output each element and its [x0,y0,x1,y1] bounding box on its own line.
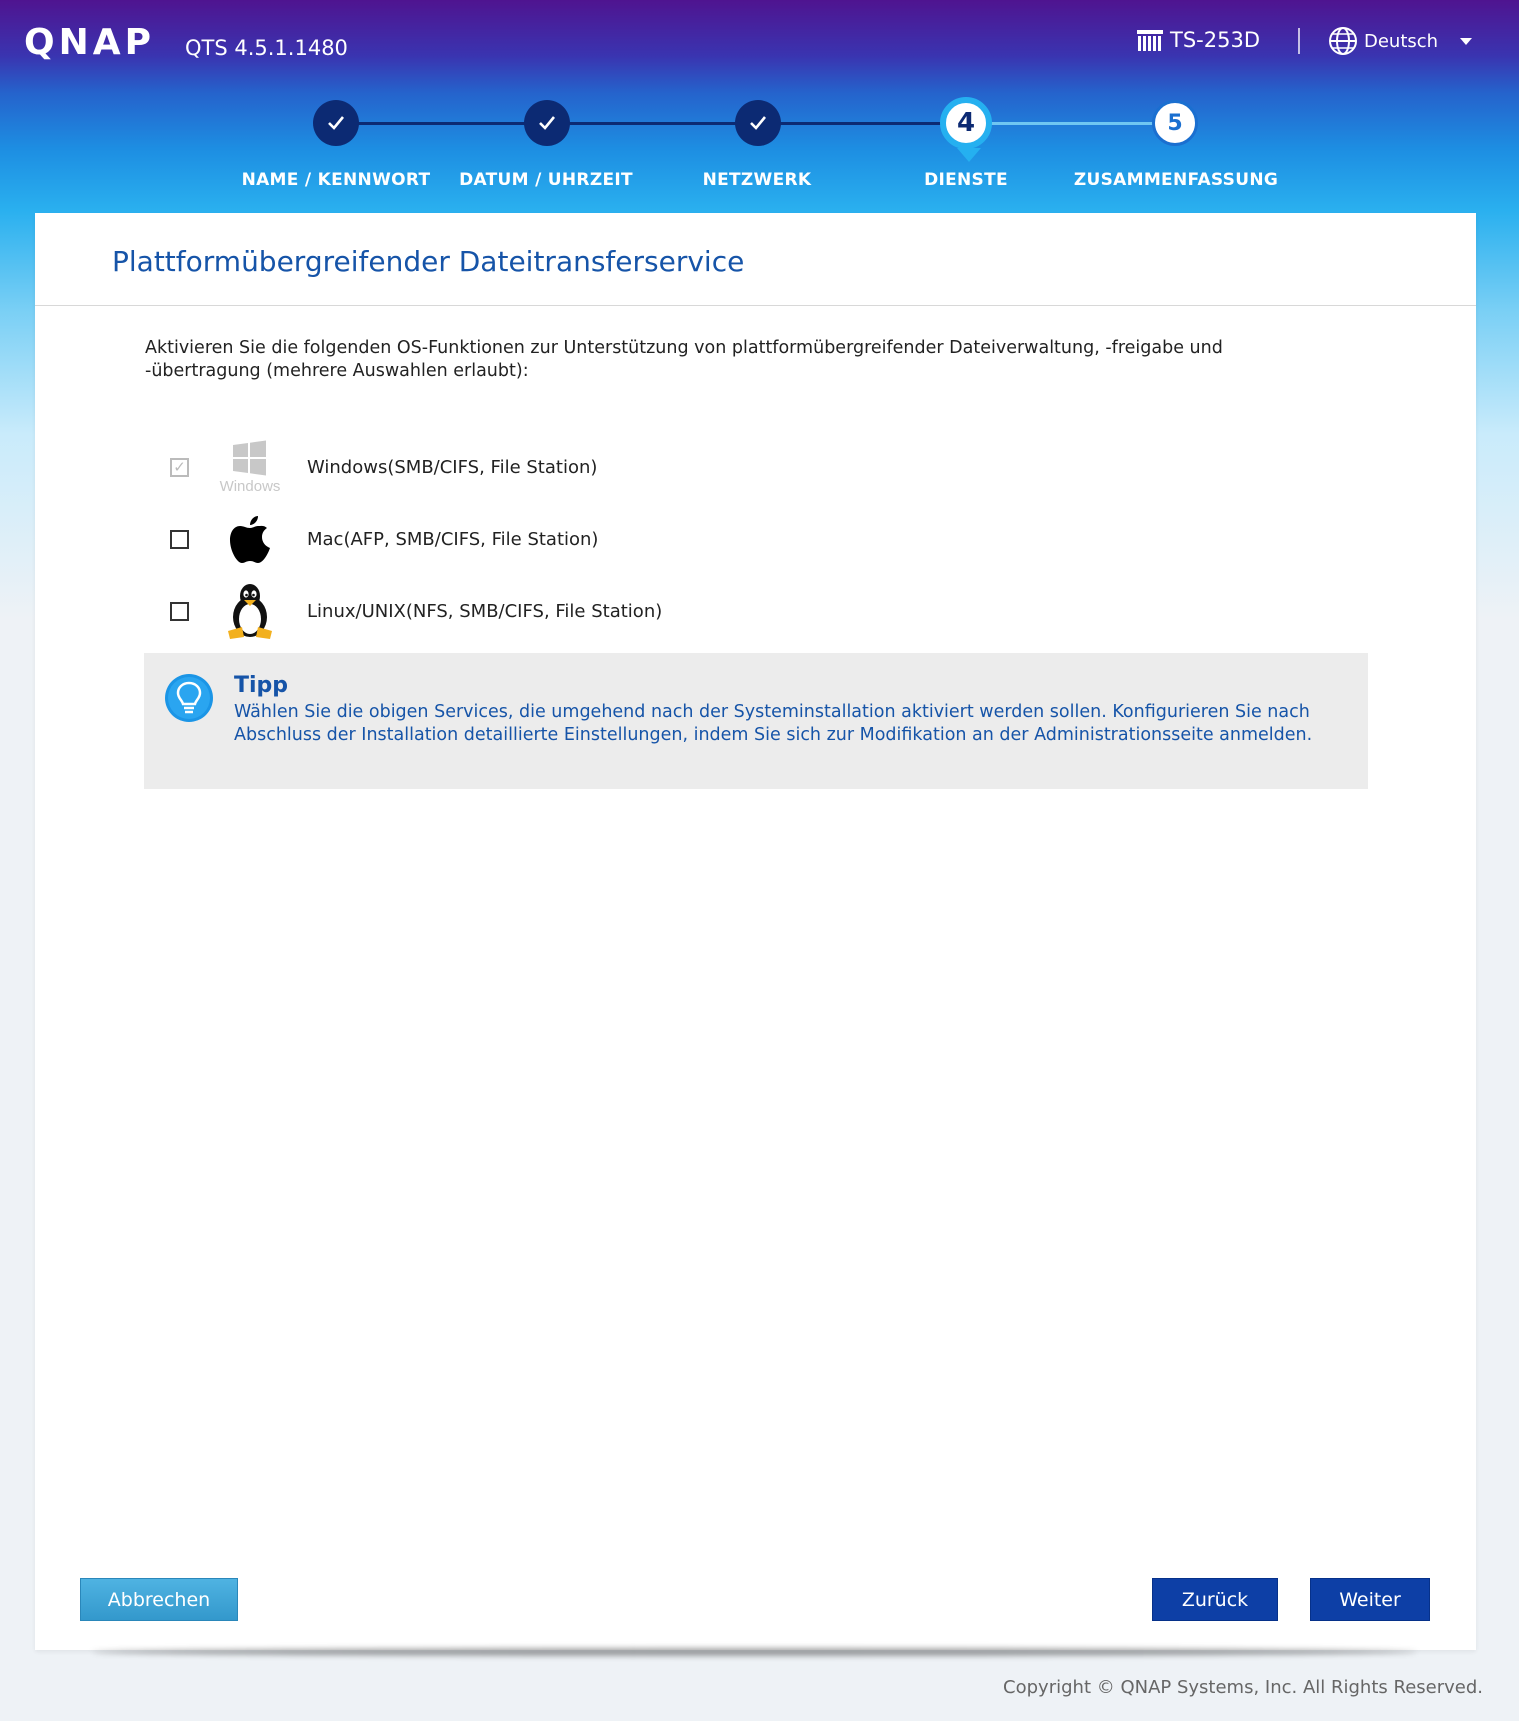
linux-checkbox[interactable] [170,602,189,621]
header-divider [1298,28,1300,54]
logo-text: QNAP [24,22,155,63]
chevron-down-icon [1460,38,1472,45]
step-label-network: NETZWERK [702,170,812,190]
step-label-date-time: DATUM / UHRZEIT [459,170,633,190]
apple-icon [213,509,287,569]
current-step-pointer [957,148,981,162]
intro-text: Aktivieren Sie die folgenden OS-Funktionen zur Unterstützung von plattformübergreifender Dateiverwaltung, -freigabe und -übertragung (mehrere Auswahlen erlaubt): [145,338,1223,381]
lightbulb-icon [164,673,214,723]
wizard-panel [35,213,1476,1650]
page-title: Plattformübergreifender Dateitransferservice [112,245,745,278]
mac-label: Mac(AFP, SMB/CIFS, File Station) [307,528,599,550]
qnap-logo [24,22,155,63]
tip-text: Wählen Sie die obigen Services, die umgehend nach der Systeminstallation aktiviert werden sollen. Konfigurieren Sie nach Abschluss der Installation detaillierte Einstellungen, indem Sie sich zur Modifikation an der Administrationsseite anmelden. [234,702,1313,745]
device-model [1136,28,1260,52]
firmware-version: QTS 4.5.1.1480 [185,36,348,60]
step-label-name-password: NAME / KENNWORT [241,170,431,190]
language-selector[interactable] [1328,26,1472,56]
step-4-current: 4 [940,97,992,149]
cancel-button[interactable]: Abbrechen [80,1578,238,1621]
next-button[interactable]: Weiter [1310,1578,1430,1621]
step-5-future: 5 [1152,100,1198,146]
language-label: Deutsch [1364,30,1439,52]
option-mac [170,509,598,569]
step-label-services: DIENSTE [924,170,1008,190]
mac-checkbox[interactable] [170,530,189,549]
copyright-text: Copyright © QNAP Systems, Inc. All Rights Reserved. [1003,1677,1483,1698]
nas-device-icon [1136,28,1164,52]
checkmark-icon [325,112,347,134]
linux-label: Linux/UNIX(NFS, SMB/CIFS, File Station) [307,600,663,622]
windows-label: Windows(SMB/CIFS, File Station) [307,456,598,478]
option-windows [170,437,597,497]
panel-shadow [92,1648,1417,1656]
tip-box [144,653,1368,789]
tux-icon [213,581,287,641]
step-2-done [524,100,570,146]
globe-icon [1328,26,1358,56]
windows-icon-text: Windows [219,478,281,495]
windows-checkbox[interactable]: ✓ [170,458,189,477]
option-linux [170,581,662,641]
tip-title: Tipp [234,673,289,698]
step-3-done [735,100,781,146]
device-model-label: TS-253D [1170,28,1260,52]
back-button[interactable]: Zurück [1152,1578,1278,1621]
title-divider [35,305,1476,306]
step-label-summary: ZUSAMMENFASSUNG [1073,170,1279,190]
checkmark-icon [747,112,769,134]
windows-icon [213,437,287,497]
step-1-done [313,100,359,146]
checkmark-icon [536,112,558,134]
